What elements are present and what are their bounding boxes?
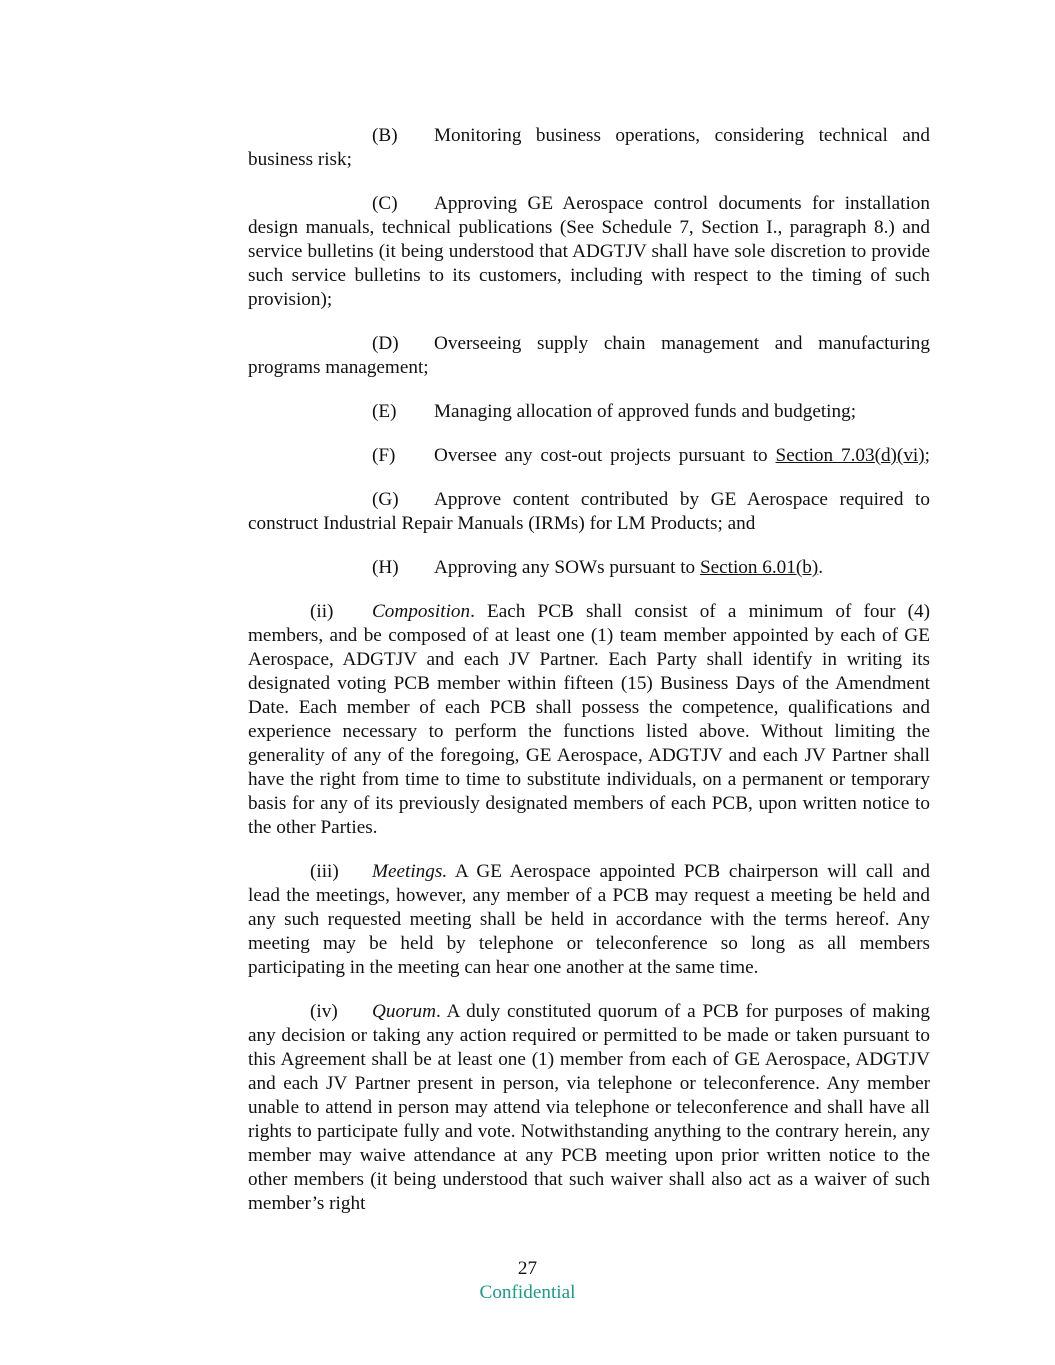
item-text: Managing allocation of approved funds and budgeting; xyxy=(434,401,857,422)
item-text: Approving any SOWs pursuant to xyxy=(434,557,700,578)
item-text-end: ; xyxy=(924,445,930,466)
item-label: (ii) xyxy=(310,601,334,622)
section-heading: Meetings. xyxy=(372,861,448,882)
paragraph-composition xyxy=(248,600,930,840)
item-text: Overseeing supply chain management and manufacturing programs management; xyxy=(248,333,930,378)
item-label: (E) xyxy=(372,401,397,422)
item-text: Approving GE Aerospace control documents for installation design manuals, technical publications (See Schedule 7, Section I., paragraph 8.) and service bulletins (it being understood that ADGTJV shall have sole discretion to provide such service bulletins to its customers, including with respect to the timing of such provision); xyxy=(248,193,930,310)
section-heading: Composition xyxy=(372,601,471,622)
paragraph-quorum xyxy=(248,1000,930,1216)
item-text: Oversee any cost-out projects pursuant to xyxy=(434,445,776,466)
page-number: 27 xyxy=(517,1258,538,1279)
item-label: (iii) xyxy=(310,861,339,882)
paragraph-h xyxy=(248,556,930,580)
paragraph-d xyxy=(248,332,930,380)
section-heading: Quorum xyxy=(372,1001,436,1022)
item-text: . Each PCB shall consist of a minimum of four (4) members, and be composed of at least one (1) team member appointed by each of GE Aerospace, ADGTJV and each JV Partner. Each Party shall identify in writing its designated voting PCB member within fifteen (15) Business Days of the Amendment Date. Each member of each PCB shall possess the competence, qualifications and experience necessary to perform the functions listed above. Without limiting the generality of any of the foregoing, GE Aerospace, ADGTJV and each JV Partner shall have the right from time to time to substitute individuals, on a permanent or temporary basis for any of its previously designated members of each PCB, upon written notice to the other Parties. xyxy=(248,601,930,838)
section-reference-link[interactable]: Section 6.01(b) xyxy=(699,557,819,578)
item-label: (H) xyxy=(372,557,399,578)
item-label: (iv) xyxy=(310,1001,338,1022)
item-label: (F) xyxy=(372,445,396,466)
item-label: (D) xyxy=(372,333,399,354)
paragraph-b xyxy=(248,124,930,172)
item-label: (B) xyxy=(372,125,398,146)
item-text: A GE Aerospace appointed PCB chairperson will call and lead the meetings, however, any member of a PCB may request a meeting be held and any such requested meeting shall be held in accordance with the terms hereof. Any meeting may be held by telephone or teleconference so long as all members participating in the meeting can hear one another at the same time. xyxy=(248,861,930,978)
paragraph-e xyxy=(248,400,930,424)
document-body xyxy=(248,124,930,1236)
paragraph-f xyxy=(248,444,930,468)
item-label: (G) xyxy=(372,489,399,510)
item-text: Monitoring business operations, considering technical and business risk; xyxy=(248,125,930,170)
paragraph-c xyxy=(248,192,930,312)
item-label: (C) xyxy=(372,193,398,214)
section-reference-link[interactable]: Section 7.03(d)(vi) xyxy=(775,445,925,466)
item-text-end: . xyxy=(818,557,824,578)
paragraph-g xyxy=(248,488,930,536)
item-text: . A duly constituted quorum of a PCB for purposes of making any decision or taking any action required or permitted to be made or taken pursuant to this Agreement shall be at least one (1) member from each of GE Aerospace, ADGTJV and each JV Partner present in person, via telephone or teleconference. Any member unable to attend in person may attend via telephone or teleconference and shall have all rights to participate fully and vote. Notwithstanding anything to the contrary herein, any member may waive attendance at any PCB meeting upon prior written notice to the other members (it being understood that such waiver shall also act as a waiver of such member’s right xyxy=(248,1001,930,1214)
paragraph-meetings xyxy=(248,860,930,980)
item-text: Approve content contributed by GE Aerospace required to construct Industrial Repair Manuals (IRMs) for LM Products; and xyxy=(248,489,930,534)
confidential-label: Confidential xyxy=(479,1282,576,1303)
